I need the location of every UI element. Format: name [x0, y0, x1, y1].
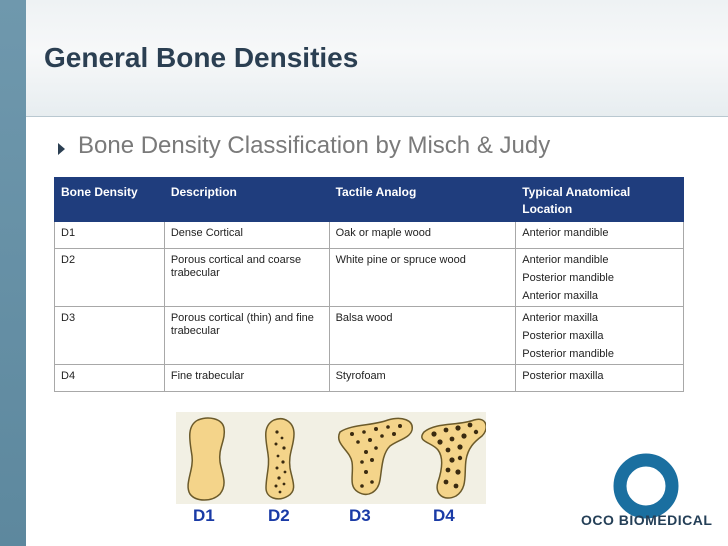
label-d2: D2	[268, 506, 290, 525]
location-item: Anterior maxilla	[522, 290, 599, 302]
cell-description: Fine trabecular	[164, 365, 329, 392]
label-d1: D1	[193, 506, 215, 525]
oco-ring-logo-icon	[612, 452, 680, 520]
title-divider	[26, 116, 728, 117]
table-row	[55, 365, 684, 392]
bone-density-illustration	[176, 412, 486, 504]
cell-density: D4	[55, 365, 165, 392]
cell-location	[516, 222, 684, 249]
slide-title: General Bone Densities	[44, 42, 359, 73]
header-location: Typical Anatomical Location	[516, 178, 684, 222]
cell-description: Dense Cortical	[164, 222, 329, 249]
header-tactile-analog: Tactile Analog	[329, 178, 516, 222]
cell-location	[516, 365, 684, 392]
bone-density-table	[54, 177, 684, 392]
location-item: Posterior mandible	[522, 272, 614, 284]
company-logo-text: OCO BIOMEDICAL	[581, 512, 713, 528]
cell-density: D1	[55, 222, 165, 249]
table-header-row	[55, 178, 684, 222]
cell-location	[516, 249, 684, 307]
side-accent-bar	[0, 0, 26, 546]
bullet-arrow-icon	[58, 143, 65, 155]
location-item: Posterior maxilla	[522, 370, 604, 382]
cell-tactile: Styrofoam	[329, 365, 516, 392]
cell-tactile: Balsa wood	[329, 307, 516, 365]
cell-tactile: White pine or spruce wood	[329, 249, 516, 307]
table-row	[55, 222, 684, 249]
header-description: Description	[164, 178, 329, 222]
cell-location	[516, 307, 684, 365]
bone-d1-icon	[188, 418, 224, 500]
location-item: Anterior mandible	[522, 227, 609, 239]
label-d3: D3	[349, 506, 371, 525]
table-row	[55, 307, 684, 365]
cell-description: Porous cortical (thin) and fine trabecular	[164, 307, 329, 365]
label-d4: D4	[433, 506, 455, 525]
location-item: Posterior mandible	[522, 348, 614, 360]
cell-description: Porous cortical and coarse trabecular	[164, 249, 329, 307]
location-item: Anterior maxilla	[522, 312, 599, 324]
location-item: Posterior maxilla	[522, 330, 604, 342]
location-item: Anterior mandible	[522, 254, 609, 266]
slide-subtitle: Bone Density Classification by Misch & Judy	[78, 132, 551, 159]
bone-d2-icon	[266, 419, 294, 499]
cell-tactile: Oak or maple wood	[329, 222, 516, 249]
cell-density: D3	[55, 307, 165, 365]
table-row	[55, 249, 684, 307]
cell-density: D2	[55, 249, 165, 307]
header-bone-density: Bone Density	[55, 178, 165, 222]
